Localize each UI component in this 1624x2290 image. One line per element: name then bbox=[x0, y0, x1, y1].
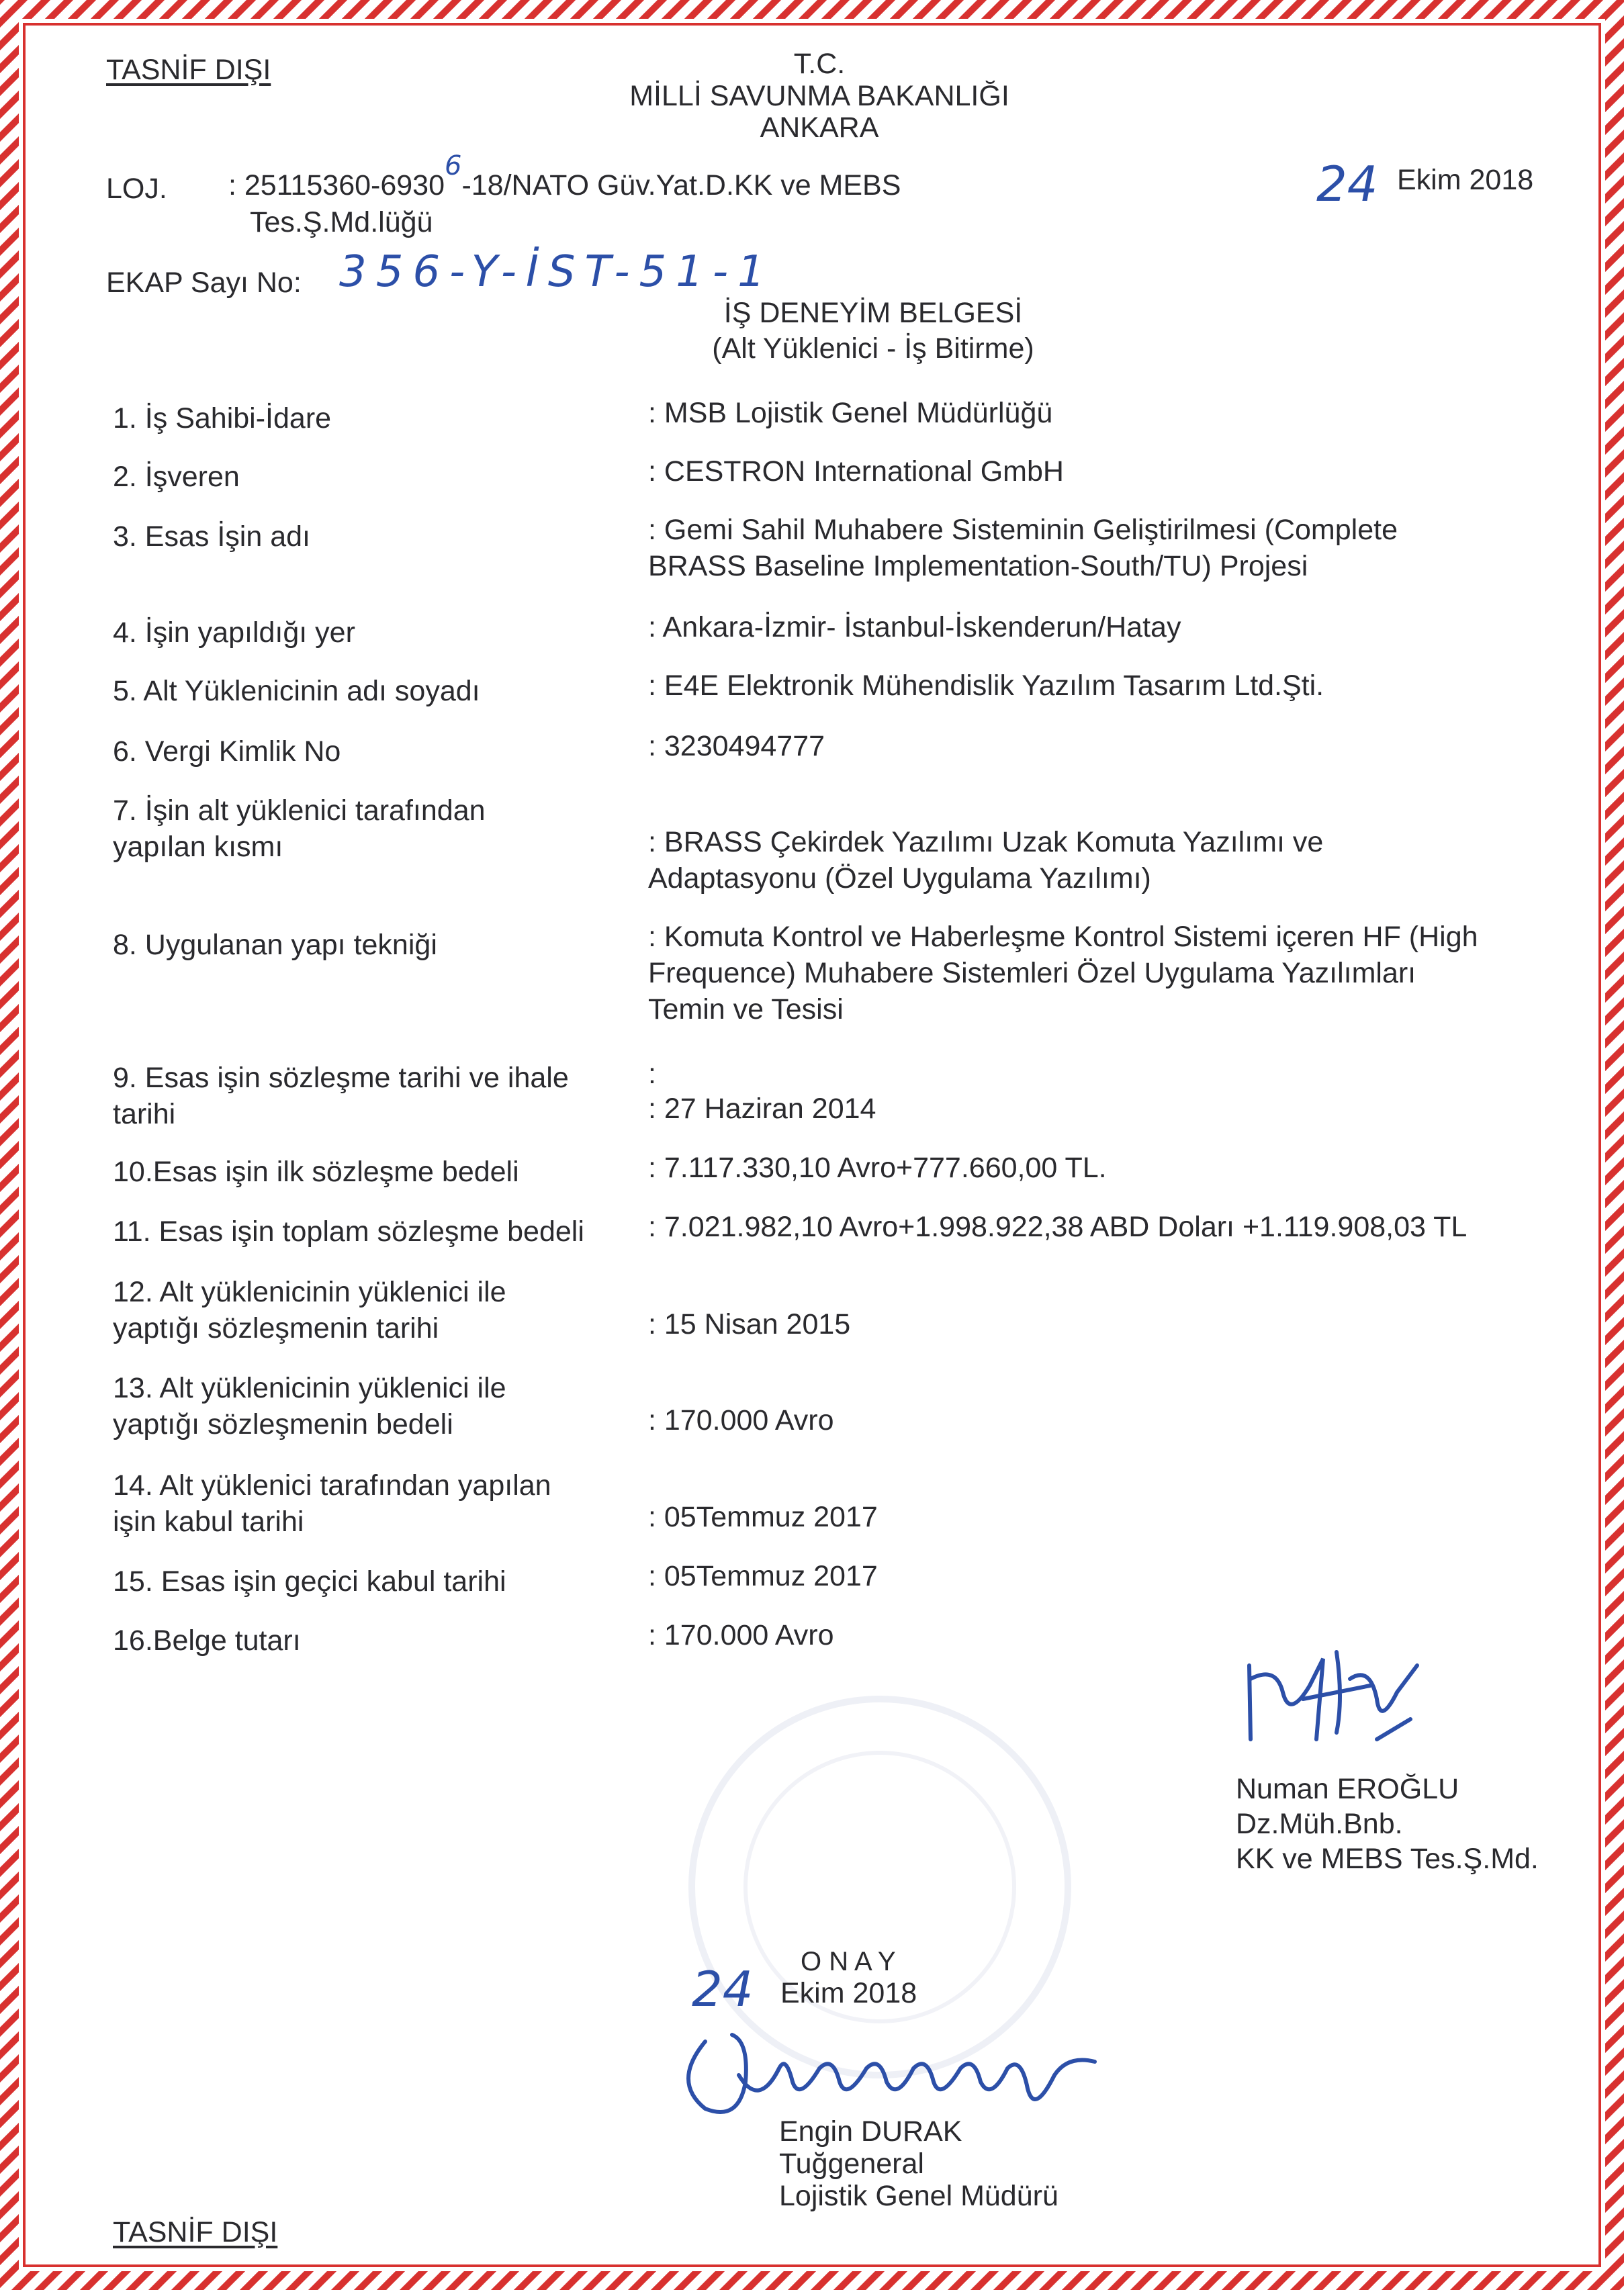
loj-handwritten-digit: 6 bbox=[445, 150, 462, 181]
ekap-label: EKAP Sayı No: bbox=[106, 267, 302, 299]
item-label: yapılan kısmı bbox=[113, 831, 283, 863]
item-value: : 170.000 Avro bbox=[648, 1619, 834, 1651]
item-value: : Ankara-İzmir- İstanbul-İskenderun/Hatay bbox=[648, 611, 1181, 643]
document-title: İŞ DENEYİM BELGESİ bbox=[723, 297, 1023, 329]
item-value: : 27 Haziran 2014 bbox=[648, 1093, 876, 1125]
signatory1-title: KK ve MEBS Tes.Ş.Md. bbox=[1236, 1843, 1539, 1875]
item-label: 8. Uygulanan yapı tekniği bbox=[113, 929, 437, 961]
classification-top: TASNİF DIŞI bbox=[106, 54, 271, 86]
item-label: 15. Esas işin geçici kabul tarihi bbox=[113, 1565, 506, 1598]
item-label: 3. Esas İşin adı bbox=[113, 520, 310, 553]
loj-label: LOJ. bbox=[106, 173, 167, 205]
item-value: : 3230494777 bbox=[648, 730, 825, 762]
signature-eroglu bbox=[1236, 1639, 1437, 1759]
signatory1-rank: Dz.Müh.Bnb. bbox=[1236, 1808, 1403, 1840]
item-label: 9. Esas işin sözleşme tarihi ve ihale bbox=[113, 1062, 569, 1094]
ekap-handwritten-number: 356-Y-İST-51-1 bbox=[339, 247, 774, 297]
header-ministry: MİLLİ SAVUNMA BAKANLIĞI bbox=[629, 80, 1009, 112]
item-value: : 170.000 Avro bbox=[648, 1404, 834, 1436]
item-label: 6. Vergi Kimlik No bbox=[113, 735, 341, 768]
item-value: : bbox=[648, 1058, 656, 1090]
item-label: 1. İş Sahibi-İdare bbox=[113, 402, 332, 434]
loj-reference bbox=[228, 150, 901, 203]
date-handwritten-day: 24 bbox=[1316, 156, 1378, 212]
item-label: 4. İşin yapıldığı yer bbox=[113, 616, 355, 649]
item-label: işin kabul tarihi bbox=[113, 1506, 304, 1538]
item-label: tarihi bbox=[113, 1098, 176, 1130]
loj-office: Tes.Ş.Md.lüğü bbox=[250, 206, 433, 238]
signature-durak bbox=[665, 2015, 1108, 2129]
item-label: 2. İşveren bbox=[113, 461, 240, 493]
item-label: 13. Alt yüklenicinin yüklenici ile bbox=[113, 1372, 506, 1404]
item-value: : E4E Elektronik Mühendislik Yazılım Tasarım Ltd.Şti. bbox=[648, 670, 1324, 702]
item-value: : 7.021.982,10 Avro+1.998.922,38 ABD Doları +1.119.908,03 TL bbox=[648, 1211, 1468, 1243]
item-value: : BRASS Çekirdek Yazılımı Uzak Komuta Yazılımı ve bbox=[648, 826, 1324, 858]
item-label: yaptığı sözleşmenin bedeli bbox=[113, 1408, 453, 1440]
document-subtitle: (Alt Yüklenici - İş Bitirme) bbox=[712, 332, 1034, 365]
approval-label: O N A Y bbox=[801, 1947, 896, 1976]
signatory1-name: Numan EROĞLU bbox=[1236, 1773, 1459, 1805]
item-value: Frequence) Muhabere Sistemleri Özel Uygulama Yazılımları bbox=[648, 957, 1416, 989]
item-label: 11. Esas işin toplam sözleşme bedeli bbox=[113, 1216, 584, 1248]
item-value: : CESTRON International GmbH bbox=[648, 455, 1064, 488]
item-label: 10.Esas işin ilk sözleşme bedeli bbox=[113, 1156, 519, 1188]
item-value: : 15 Nisan 2015 bbox=[648, 1308, 851, 1340]
approval-rank: Tuğgeneral bbox=[779, 2148, 924, 2180]
item-label: 12. Alt yüklenicinin yüklenici ile bbox=[113, 1276, 506, 1308]
item-value: Temin ve Tesisi bbox=[648, 993, 844, 1025]
item-label: 16.Belge tutarı bbox=[113, 1624, 301, 1657]
item-label: yaptığı sözleşmenin tarihi bbox=[113, 1312, 439, 1344]
approval-title: Lojistik Genel Müdürü bbox=[779, 2180, 1058, 2212]
item-value: : Gemi Sahil Muhabere Sisteminin Geliştirilmesi (Complete bbox=[648, 514, 1398, 546]
approval-handwritten-day: 24 bbox=[692, 1961, 754, 2017]
date-month-year: Ekim 2018 bbox=[1397, 164, 1534, 196]
item-label: 7. İşin alt yüklenici tarafından bbox=[113, 794, 486, 827]
header-city: ANKARA bbox=[760, 111, 879, 144]
item-value: BRASS Baseline Implementation-South/TU) Projesi bbox=[648, 550, 1308, 582]
header-tc: T.C. bbox=[793, 48, 846, 80]
loj-reference-part1: : 25115360-6930 bbox=[228, 169, 445, 201]
item-value: : Komuta Kontrol ve Haberleşme Kontrol Sistemi içeren HF (High bbox=[648, 921, 1478, 953]
approval-date: Ekim 2018 bbox=[780, 1977, 917, 2009]
approval-name: Engin DURAK bbox=[779, 2115, 962, 2148]
item-label: 14. Alt yüklenici tarafından yapılan bbox=[113, 1469, 551, 1502]
item-value: : 05Temmuz 2017 bbox=[648, 1560, 878, 1592]
item-value: Adaptasyonu (Özel Uygulama Yazılımı) bbox=[648, 862, 1151, 895]
item-value: : 05Temmuz 2017 bbox=[648, 1501, 878, 1533]
item-value: : MSB Lojistik Genel Müdürlüğü bbox=[648, 397, 1053, 429]
loj-reference-part2: -18/NATO Güv.Yat.D.KK ve MEBS bbox=[461, 169, 901, 201]
classification-bottom: TASNİF DIŞI bbox=[113, 2216, 278, 2248]
item-label: 5. Alt Yüklenicinin adı soyadı bbox=[113, 675, 480, 707]
item-value: : 7.117.330,10 Avro+777.660,00 TL. bbox=[648, 1152, 1107, 1184]
